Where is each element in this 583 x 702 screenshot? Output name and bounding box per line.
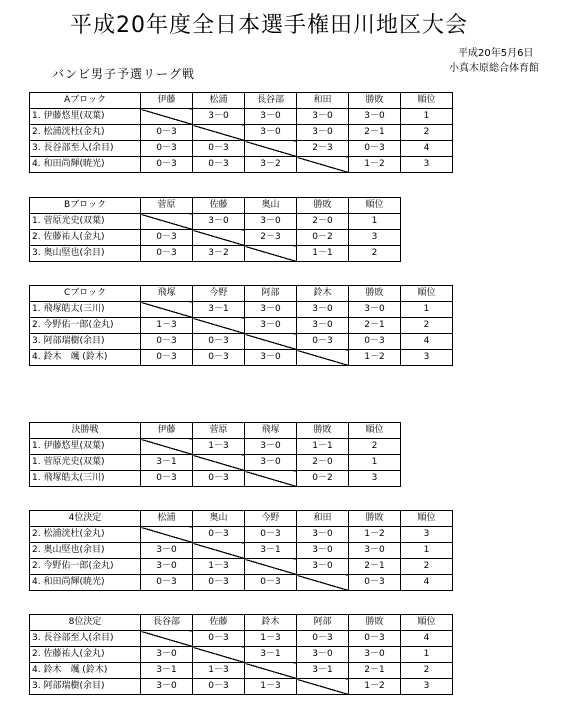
column-header: 順位 (401, 511, 453, 527)
self-match-diagonal-cell (245, 141, 297, 157)
score-cell: 3－1 (245, 543, 297, 559)
self-match-diagonal-cell (245, 663, 297, 679)
score-cell: 3－0 (141, 559, 193, 575)
score-cell: 1－2 (349, 527, 401, 543)
player-name: 3. 阿部瑞樹(余目) (30, 679, 141, 695)
table-row (30, 109, 453, 125)
score-cell: 0－3 (193, 157, 245, 173)
table-title: 8位決定 (30, 615, 141, 631)
score-cell: 2－1 (349, 663, 401, 679)
column-header: 鈴木 (245, 615, 297, 631)
score-cell: 4 (401, 631, 453, 647)
score-cell: 0－3 (141, 350, 193, 366)
self-match-diagonal-cell (141, 631, 193, 647)
column-header: 長谷部 (245, 93, 297, 109)
score-cell: 2－1 (349, 318, 401, 334)
column-header: 勝敗 (297, 198, 349, 214)
column-header: 奥山 (245, 198, 297, 214)
score-cell: 1－1 (297, 246, 349, 262)
column-header: 松浦 (193, 93, 245, 109)
score-cell: 3－0 (245, 318, 297, 334)
score-cell: 0－3 (141, 471, 193, 487)
score-cell: 3－0 (297, 647, 349, 663)
score-cell: 0－3 (349, 631, 401, 647)
table-header-row (30, 198, 401, 214)
column-header: 飛塚 (141, 286, 193, 302)
results-table-final (29, 422, 401, 487)
score-cell: 1 (349, 214, 401, 230)
score-cell: 0－3 (141, 575, 193, 591)
player-name: 4. 和田尚輝(暁光) (30, 575, 141, 591)
score-cell: 0－3 (297, 334, 349, 350)
table-row (30, 334, 453, 350)
score-cell: 3－0 (141, 647, 193, 663)
self-match-diagonal-cell (297, 575, 349, 591)
score-cell: 0－3 (193, 631, 245, 647)
player-name: 2. 今野佑一郎(金丸) (30, 559, 141, 575)
table-row (30, 230, 401, 246)
score-cell: 3－0 (297, 543, 349, 559)
table-header-row (30, 511, 453, 527)
event-date: 平成20年5月6日 (458, 48, 534, 59)
score-cell: 3－0 (245, 455, 297, 471)
player-name: 3. 奥山堅也(余目) (30, 246, 141, 262)
table-row (30, 141, 453, 157)
score-cell: 1 (401, 647, 453, 663)
score-cell: 3－0 (297, 109, 349, 125)
table-title: Aブロック (30, 93, 141, 109)
score-cell: 2－1 (349, 559, 401, 575)
column-header: 順位 (401, 286, 453, 302)
score-cell: 2 (349, 246, 401, 262)
score-cell: 0－3 (349, 575, 401, 591)
column-header: 勝敗 (297, 423, 349, 439)
score-cell: 3 (349, 471, 401, 487)
results-table-eighth-place (29, 614, 453, 695)
column-header: 勝敗 (349, 615, 401, 631)
self-match-diagonal-cell (245, 246, 297, 262)
score-cell: 1－3 (193, 439, 245, 455)
score-cell: 3－0 (141, 543, 193, 559)
event-venue: 小真木原総合体育館 (449, 63, 539, 74)
score-cell: 0－3 (193, 334, 245, 350)
table-title: Cブロック (30, 286, 141, 302)
score-cell: 3－1 (193, 302, 245, 318)
score-cell: 0－3 (349, 141, 401, 157)
score-cell: 0－3 (245, 575, 297, 591)
column-header: 松浦 (141, 511, 193, 527)
page-title: 平成20年度全日本選手権田川地区大会 (70, 13, 468, 38)
score-cell: 3 (401, 157, 453, 173)
column-header: 勝敗 (349, 286, 401, 302)
table-row (30, 350, 453, 366)
player-name: 1. 菅原光史(双葉) (30, 214, 141, 230)
self-match-diagonal-cell (141, 439, 193, 455)
table-row (30, 663, 453, 679)
self-match-diagonal-cell (245, 334, 297, 350)
score-cell: 3－0 (245, 109, 297, 125)
score-cell: 3 (349, 230, 401, 246)
player-name: 1. 飛塚皓太(三川) (30, 471, 141, 487)
results-table-a-block (29, 92, 453, 173)
player-name: 1. 伊藤悠里(双葉) (30, 439, 141, 455)
score-cell: 0－3 (141, 157, 193, 173)
score-cell: 3－0 (245, 439, 297, 455)
column-header: 順位 (401, 93, 453, 109)
table-row (30, 631, 453, 647)
score-cell: 3－0 (297, 302, 349, 318)
score-cell: 0－3 (141, 334, 193, 350)
column-header: 佐藤 (193, 198, 245, 214)
column-header: 菅原 (141, 198, 193, 214)
player-name: 3. 阿部瑞樹(余目) (30, 334, 141, 350)
score-cell: 4 (401, 575, 453, 591)
table-row (30, 302, 453, 318)
column-header: 伊藤 (141, 93, 193, 109)
column-header: 佐藤 (193, 615, 245, 631)
table-row (30, 157, 453, 173)
table-row (30, 246, 401, 262)
table-row (30, 318, 453, 334)
table-title: 決勝戦 (30, 423, 141, 439)
score-cell: 1 (349, 455, 401, 471)
player-name: 2. 松浦洸杜(金丸) (30, 527, 141, 543)
self-match-diagonal-cell (297, 350, 349, 366)
table-row (30, 543, 453, 559)
score-cell: 1－1 (297, 439, 349, 455)
self-match-diagonal-cell (141, 302, 193, 318)
score-cell: 0－2 (297, 471, 349, 487)
self-match-diagonal-cell (297, 157, 349, 173)
score-cell: 0－3 (193, 471, 245, 487)
score-cell: 2 (349, 439, 401, 455)
score-cell: 0－3 (193, 679, 245, 695)
score-cell: 1－3 (141, 318, 193, 334)
score-cell: 3－0 (349, 647, 401, 663)
score-cell: 3－1 (297, 663, 349, 679)
section-subtitle: バンビ男子予選リーグ戦 (52, 67, 196, 81)
table-row (30, 647, 453, 663)
score-cell: 3－0 (349, 109, 401, 125)
score-cell: 2－3 (297, 141, 349, 157)
player-name: 4. 鈴木 颯 (鈴木) (30, 350, 141, 366)
table-row (30, 471, 401, 487)
score-cell: 1－2 (349, 157, 401, 173)
column-header: 飛塚 (245, 423, 297, 439)
score-cell: 3－0 (297, 125, 349, 141)
player-name: 2. 今野佑一郎(金丸) (30, 318, 141, 334)
column-header: 和田 (297, 511, 349, 527)
self-match-diagonal-cell (141, 214, 193, 230)
score-cell: 1－2 (349, 679, 401, 695)
self-match-diagonal-cell (245, 559, 297, 575)
table-row (30, 679, 453, 695)
column-header: 鈴木 (297, 286, 349, 302)
score-cell: 2 (401, 663, 453, 679)
column-header: 勝敗 (349, 511, 401, 527)
table-header-row (30, 615, 453, 631)
score-cell: 1 (401, 109, 453, 125)
score-cell: 3－0 (349, 543, 401, 559)
column-header: 伊藤 (141, 423, 193, 439)
score-cell: 1－3 (193, 663, 245, 679)
score-cell: 1－3 (193, 559, 245, 575)
score-cell: 3－1 (141, 663, 193, 679)
score-cell: 4 (401, 334, 453, 350)
score-cell: 2 (401, 318, 453, 334)
results-table-b-block (29, 197, 401, 262)
score-cell: 3－0 (349, 302, 401, 318)
results-table-c-block (29, 285, 453, 366)
score-cell: 3－1 (245, 647, 297, 663)
table-row (30, 575, 453, 591)
self-match-diagonal-cell (297, 679, 349, 695)
score-cell: 3－2 (193, 246, 245, 262)
score-cell: 2－3 (245, 230, 297, 246)
player-name: 2. 松浦洸杜(金丸) (30, 125, 141, 141)
score-cell: 1 (401, 302, 453, 318)
self-match-diagonal-cell (193, 543, 245, 559)
score-cell: 0－3 (297, 631, 349, 647)
score-cell: 0－3 (141, 125, 193, 141)
score-cell: 2－0 (297, 214, 349, 230)
column-header: 今野 (245, 511, 297, 527)
player-name: 1. 飛塚皓太(三川) (30, 302, 141, 318)
table-row (30, 214, 401, 230)
column-header: 阿部 (297, 615, 349, 631)
table-title: Bブロック (30, 198, 141, 214)
score-cell: 0－2 (297, 230, 349, 246)
column-header: 和田 (297, 93, 349, 109)
score-cell: 3－0 (297, 527, 349, 543)
table-header-row (30, 93, 453, 109)
score-cell: 0－3 (193, 350, 245, 366)
table-header-row (30, 423, 401, 439)
score-cell: 3 (401, 350, 453, 366)
score-cell: 3－0 (297, 559, 349, 575)
column-header: 今野 (193, 286, 245, 302)
score-cell: 0－3 (141, 230, 193, 246)
score-cell: 3－0 (141, 679, 193, 695)
table-row (30, 527, 453, 543)
score-cell: 3－0 (193, 109, 245, 125)
score-cell: 1－2 (349, 350, 401, 366)
self-match-diagonal-cell (141, 109, 193, 125)
self-match-diagonal-cell (193, 318, 245, 334)
score-cell: 0－3 (193, 575, 245, 591)
column-header: 奥山 (193, 511, 245, 527)
player-name: 1. 菅原光史(双葉) (30, 455, 141, 471)
score-cell: 1－3 (245, 631, 297, 647)
table-row (30, 125, 453, 141)
column-header: 順位 (349, 198, 401, 214)
self-match-diagonal-cell (193, 230, 245, 246)
score-cell: 3－2 (245, 157, 297, 173)
results-table-fourth-place (29, 510, 453, 591)
column-header: 菅原 (193, 423, 245, 439)
score-cell: 0－3 (349, 334, 401, 350)
column-header: 順位 (349, 423, 401, 439)
table-header-row (30, 286, 453, 302)
score-cell: 3－1 (141, 455, 193, 471)
player-name: 1. 伊藤悠里(双葉) (30, 109, 141, 125)
table-row (30, 455, 401, 471)
column-header: 阿部 (245, 286, 297, 302)
player-name: 4. 鈴木 颯 (鈴木) (30, 663, 141, 679)
score-cell: 1 (401, 543, 453, 559)
self-match-diagonal-cell (193, 455, 245, 471)
score-cell: 0－3 (141, 246, 193, 262)
player-name: 4. 和田尚輝(暁光) (30, 157, 141, 173)
column-header: 勝敗 (349, 93, 401, 109)
score-cell: 0－3 (193, 527, 245, 543)
player-name: 2. 佐藤祐人(金丸) (30, 230, 141, 246)
score-cell: 0－3 (245, 527, 297, 543)
player-name: 3. 長谷部至人(余目) (30, 631, 141, 647)
score-cell: 0－3 (193, 141, 245, 157)
score-cell: 3 (401, 679, 453, 695)
score-cell: 3 (401, 527, 453, 543)
score-cell: 3－0 (193, 214, 245, 230)
self-match-diagonal-cell (193, 125, 245, 141)
score-cell: 2 (401, 125, 453, 141)
score-cell: 3－0 (297, 318, 349, 334)
score-cell: 3－0 (245, 214, 297, 230)
table-title: 4位決定 (30, 511, 141, 527)
score-cell: 2－1 (349, 125, 401, 141)
score-cell: 2－0 (297, 455, 349, 471)
score-cell: 1－3 (245, 679, 297, 695)
column-header: 順位 (401, 615, 453, 631)
score-cell: 3－0 (245, 302, 297, 318)
score-cell: 3－0 (245, 350, 297, 366)
table-row (30, 439, 401, 455)
score-cell: 0－3 (141, 141, 193, 157)
player-name: 3. 長谷部至人(余目) (30, 141, 141, 157)
score-cell: 4 (401, 141, 453, 157)
table-row (30, 559, 453, 575)
score-cell: 3－0 (245, 125, 297, 141)
player-name: 2. 佐藤祐人(金丸) (30, 647, 141, 663)
column-header: 長谷部 (141, 615, 193, 631)
score-cell: 2 (401, 559, 453, 575)
self-match-diagonal-cell (193, 647, 245, 663)
self-match-diagonal-cell (245, 471, 297, 487)
self-match-diagonal-cell (141, 527, 193, 543)
player-name: 2. 奥山堅也(余目) (30, 543, 141, 559)
